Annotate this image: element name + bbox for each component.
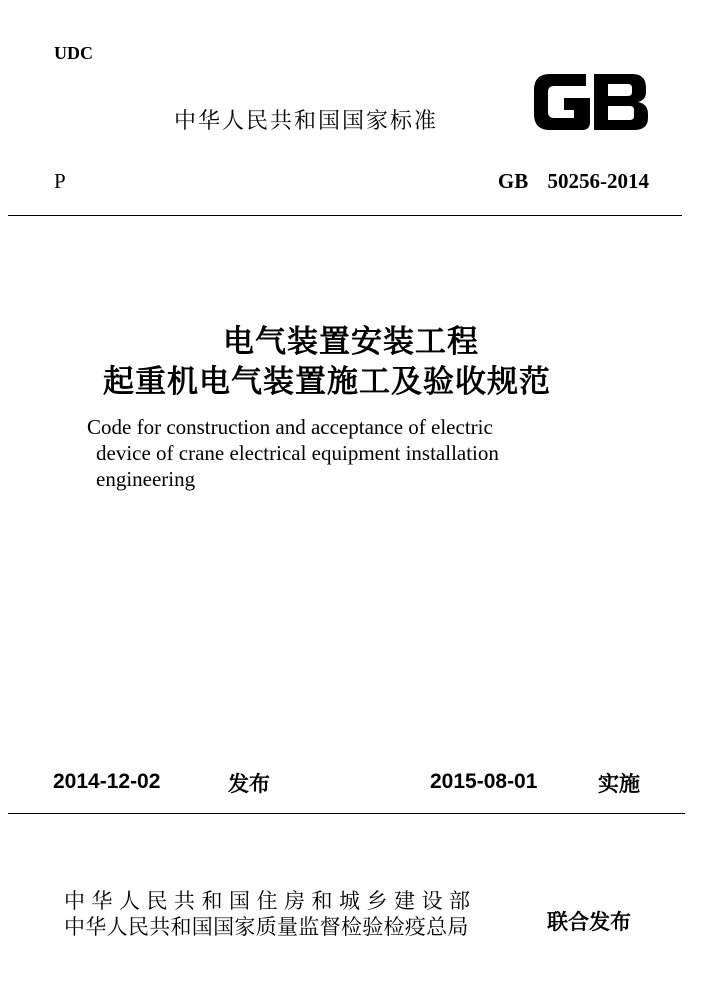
top-divider: [8, 215, 682, 216]
title-en-line2: device of crane electrical equipment installation: [96, 441, 499, 465]
issuer-ministry: 中华人民共和国住房和城乡建设部: [64, 889, 477, 913]
udc-label: UDC: [54, 43, 93, 63]
bottom-divider: [8, 813, 685, 814]
issue-label: 发布: [228, 772, 270, 796]
issue-date: 2014-12-02: [53, 770, 161, 793]
standard-code: GB 50256-2014: [497, 169, 649, 193]
gb-logo: [530, 68, 652, 136]
title-cn-line2: 起重机电气装置施工及验收规范: [103, 364, 551, 400]
title-en-line1: Code for construction and acceptance of electric: [87, 415, 493, 439]
joint-issue-label: 联合发布: [547, 910, 631, 934]
title-en-line3: engineering: [96, 467, 196, 491]
category-letter: P: [54, 169, 66, 193]
issuer-aqsiq: 中华人民共和国国家质量监督检验检疫总局: [64, 915, 469, 939]
implement-date: 2015-08-01: [430, 770, 538, 793]
standard-name: 中华人民共和国国家标准: [174, 109, 439, 134]
implement-label: 实施: [598, 772, 640, 796]
title-cn-line1: 电气装置安装工程: [223, 324, 479, 360]
